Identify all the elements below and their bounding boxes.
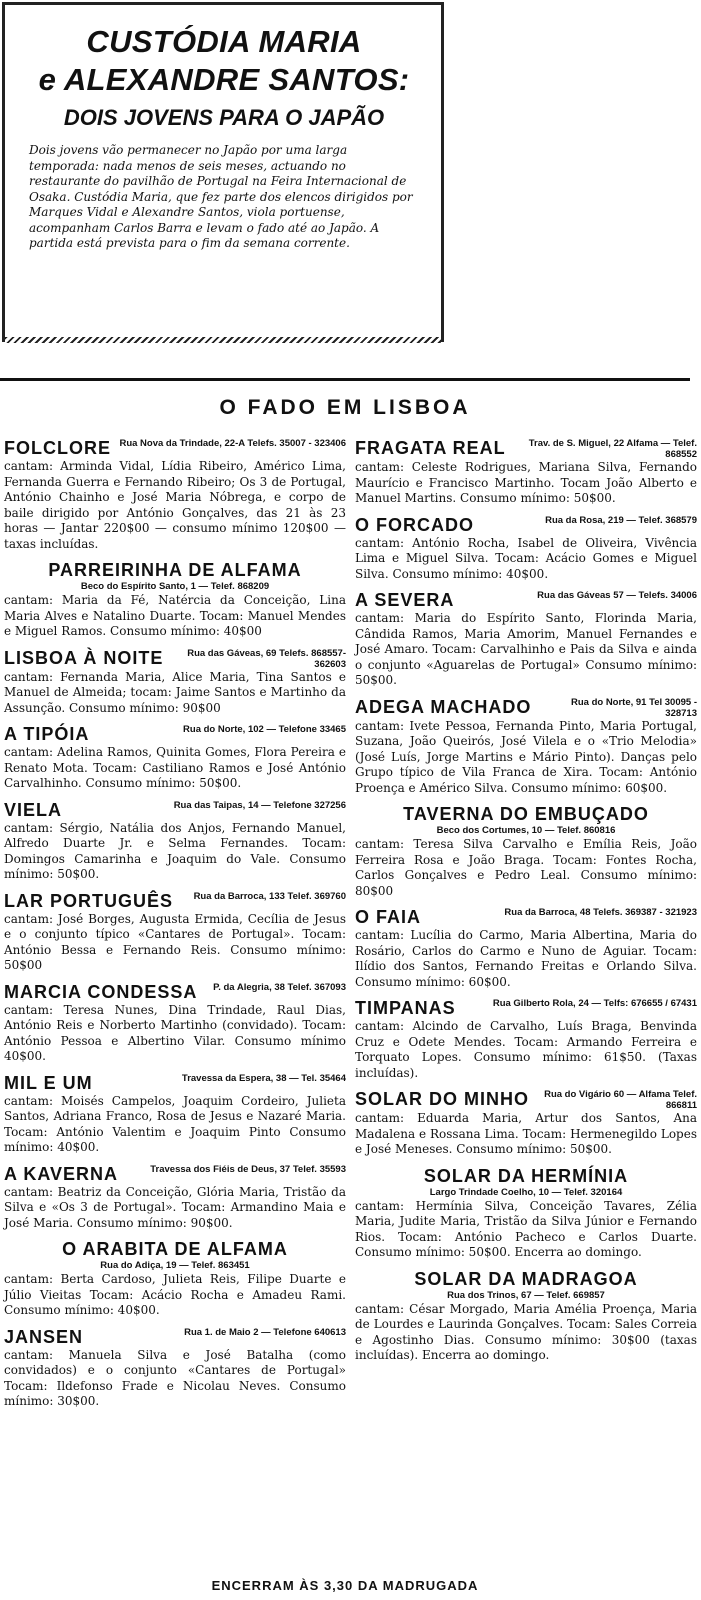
venue-name: LISBOA À NOITE <box>4 647 164 668</box>
venue-address: Rua do Norte, 102 — Telefone 33465 <box>183 724 346 735</box>
venue-details: cantam: Lucília do Carmo, Maria Albertina, Maria do Rosário, Carlos do Carmo e Nuno de Aguiar. Tocam: Ilídio dos Santos, Fernando Freitas e Orlando Silva. Consumo mínimo: 60$00. <box>355 928 697 989</box>
venue-address: Rua do Vigário 60 — Alfama Telef. 866811 <box>544 1089 697 1111</box>
section-rule <box>0 378 690 381</box>
venue-details: cantam: Maria do Espírito Santo, Florinda Maria, Cândida Ramos, Maria Amorim, Manuel Fernandes e José Amaro. Tocam: Carvalhinho e Pais da Silva e ainda o conjunto «Aguarelas de Portugal» Consumo mínimo: 50$00. <box>355 611 697 687</box>
venue-entry <box>4 1164 346 1232</box>
venue-name: FRAGATA REAL <box>355 438 506 458</box>
feature-title-line1: CUSTÓDIA MARIA <box>86 24 362 59</box>
venue-details: cantam: Manuela Silva e José Batalha (como convidados) e o conjunto «Cantares de Portugal» Tocam: Ildefonso Frade e Nicolau Neves. Consumo mínimo: 30$00. <box>4 1347 346 1408</box>
venue-details: cantam: Teresa Silva Carvalho e Emília Reis, João Ferreira Rosa e João Braga. Tocam: Fontes Rocha, Carlos Gonçalves e Pedro Leal. Consumo mínimo: 80$00 <box>355 837 697 898</box>
venue-address: Beco dos Cortumes, 10 — Telef. 860816 <box>436 825 616 836</box>
venue-details: cantam: Moisés Campelos, Joaquim Cordeiro, Julieta Santos, Adriana Franco, Rosa de Jesus e Nazaré Maria. Tocam: António Valentim e Joaquim Pinto Consumo mínimo: 40$00. <box>4 1093 346 1154</box>
zigzag-border <box>5 337 441 343</box>
venue-entry <box>4 1239 346 1319</box>
venue-details: cantam: Alcindo de Carvalho, Luís Braga, Benvinda Cruz e Odete Mendes. Tocam: Armando Ferreira e Torquato Lopes. Consumo mínimo: 61$50. (Taxas incluídas). <box>355 1019 697 1080</box>
venue-entry <box>4 438 346 552</box>
venue-details: cantam: José Borges, Augusta Ermida, Cecília de Jesus e o conjunto típico «Cantares de Portugal». Tocam: António Bessa e Fernando Reis. Consumo mínimo: 50$00 <box>4 911 346 972</box>
venue-entry <box>4 724 346 792</box>
venue-name: PARREIRINHA DE ALFAMA <box>48 560 302 580</box>
left-column <box>4 438 346 1418</box>
venue-details: cantam: António Rocha, Isabel de Oliveira, Vivência Lima e Miguel Silva. Tocam: Acácio Gomes e Miguel Silva. Consumo mínimo: 40$00. <box>355 535 697 581</box>
venue-address: Beco do Espírito Santo, 1 — Telef. 868209 <box>80 581 270 592</box>
venue-name: TIMPANAS <box>355 998 456 1018</box>
venue-name: SOLAR DA MADRAGOA <box>414 1268 638 1289</box>
venue-address: Rua Nova da Trindade, 22-A Telefs. 35007 - 323406 <box>119 438 346 449</box>
venue-name: JANSEN <box>4 1326 84 1347</box>
feature-box <box>2 2 444 342</box>
venue-name: A TIPÓIA <box>4 724 90 744</box>
venue-details: cantam: Fernanda Maria, Alice Maria, Tina Santos e Manuel de Almeida; tocam: Jaime Santos e Martinho da Assunção. Consumo mínimo: 90$00 <box>4 669 346 715</box>
feature-subtitle: DOIS JOVENS PARA O JAPÃO <box>63 105 385 130</box>
venue-address: Travessa dos Fiéis de Deus, 37 Telef. 35593 <box>150 1163 346 1175</box>
feature-text: Dois jovens vão permanecer no Japão por uma larga temporada: nada menos de seis meses, actuando no restaurante do pavilhão de Portugal na Feira Internacional de Osaka. Custódia Maria, que fez parte dos elencos dirigidos por Marques Vidal e Alexandre Santos, viola portuense, acompanham Carlos Barra e levam o fado até ao Japão. A partida está prevista para o fim da semana corrente. <box>29 143 413 250</box>
venue-details: cantam: Teresa Nunes, Dina Trindade, Raul Dias, António Reis e Norberto Martinho (convidado). Tocam: António Pessoa e Albertino Vilar. Consumo mínimo 40$00. <box>4 1002 346 1063</box>
venue-name: LAR PORTUGUÊS <box>4 890 174 911</box>
venue-details: cantam: Ivete Pessoa, Fernanda Pinto, Maria Portugal, Suzana, João Queirós, José Vilela e o «Trio Melodia» (José Luís, Jorge Martins e Mário Pinto). Danças pelo Grupo típico de Vila Franca de Xira. Tocam: António Proença e Américo Silva. Consumo mínimo: 60$00. <box>355 718 697 795</box>
venue-address: Rua das Gáveas 57 — Telefs. 34006 <box>537 590 697 601</box>
venue-name: FOLCLORE <box>4 438 111 458</box>
section-title: O FADO EM LISBOA <box>219 396 471 419</box>
venue-name: SOLAR DA HERMÍNIA <box>423 1165 629 1186</box>
venue-address: Rua do Norte, 91 Tel 30095 - 328713 <box>570 696 697 719</box>
venue-name: MIL E UM <box>4 1072 93 1093</box>
venue-entry <box>4 800 346 883</box>
venue-details: cantam: Sérgio, Natália dos Anjos, Fernando Manuel, Alfredo Duarte Jr. e Selma Fernandes. Tocam: Domingos Camarinha e Joaquim do Vale. Consumo mínimo: 50$00. <box>4 820 346 881</box>
venue-entry <box>4 1327 346 1410</box>
venue-details: cantam: Eduarda Maria, Artur dos Santos, Ana Madalena e Rossana Lima. Tocam: Hermenegildo Lopes e José Meneses. Consumo mínimo: 50$00. <box>355 1111 697 1156</box>
venue-address: Rua da Barroca, 48 Telefs. 369387 - 321923 <box>504 907 697 918</box>
venue-entry <box>355 907 697 990</box>
venue-details: cantam: Beatriz da Conceição, Glória Maria, Tristão da Silva e «Os 3 de Portugal». Tocam: Armandino Maia e José Maria. Consumo mínimo: 90$00. <box>4 1184 346 1230</box>
feature-title-line2: e ALEXANDRE SANTOS: <box>38 62 410 97</box>
venue-entry <box>355 515 697 583</box>
venue-address: Rua dos Trinos, 67 — Telef. 669857 <box>447 1289 605 1301</box>
venue-details: cantam: Maria da Fé, Natércia da Conceição, Lina Maria Alves e Natalino Duarte. Tocam: Manuel Mendes e Miguel Ramos. Consumo mínimo: 40$00 <box>4 593 346 638</box>
venue-entry <box>355 998 697 1081</box>
venue-entry <box>4 1073 346 1156</box>
venue-details: cantam: Berta Cardoso, Julieta Reis, Filipe Duarte e Júlio Vieitas Tocam: Acácio Rocha e Amadeu Rami. Consumo mínimo: 40$00. <box>4 1272 346 1317</box>
venue-name: ADEGA MACHADO <box>355 696 532 717</box>
venue-details: cantam: Hermínia Silva, Conceição Tavares, Zélia Maria, Judite Maria, Tristão da Silva Júnior e Fernando Rios. Tocam: António Pacheco e Carlos Duarte. Consumo mínimo: 50$00. Encerra ao domingo. <box>355 1198 697 1259</box>
venue-name: A KAVERNA <box>4 1163 119 1184</box>
venue-entry <box>355 697 697 797</box>
venue-address: Rua Gilberto Rola, 24 — Telfs: 676655 / 67431 <box>492 998 697 1009</box>
venue-address: Rua 1. de Maio 2 — Telefone 640613 <box>184 1326 346 1338</box>
venue-address: Trav. de S. Miguel, 22 Alfama — Telef. 868552 <box>528 438 697 460</box>
venue-entry <box>355 1166 697 1261</box>
venue-name: SOLAR DO MINHO <box>355 1089 529 1109</box>
venue-address: Largo Trindade Coelho, 10 — Telef. 320164 <box>429 1186 623 1198</box>
venue-address: Rua do Adiça, 19 — Telef. 863451 <box>100 1260 250 1271</box>
venue-entry <box>355 1089 697 1158</box>
venue-address: Rua da Rosa, 219 — Telef. 368579 <box>545 514 697 526</box>
venue-name: O FORCADO <box>355 514 474 535</box>
venue-entry <box>4 560 346 640</box>
venue-entry <box>4 891 346 974</box>
venue-name: O FAIA <box>355 907 422 927</box>
venue-details: cantam: Celeste Rodrigues, Mariana Silva, Fernando Maurício e Francisco Martinho. Tocam João Alberto e Manuel Martins. Consumo mínimo: 50$00. <box>355 460 697 505</box>
venue-entry <box>355 438 697 507</box>
venue-details: cantam: César Morgado, Maria Amélia Proença, Maria de Lourdes e Laurinda Gonçalves. Tocam: Sales Correia e Agostinho Dias. Consumo mínimo: 30$00 (taxas incluídas). Encerra ao domingo. <box>355 1301 697 1362</box>
venue-name: TAVERNA DO EMBUÇADO <box>403 804 649 824</box>
venue-address: Rua da Barroca, 133 Telef. 369760 <box>193 890 346 902</box>
venue-name: VIELA <box>4 799 63 820</box>
closing-note: ENCERRAM ÀS 3,30 DA MADRUGADA <box>211 1578 479 1593</box>
venue-address: Travessa da Espera, 38 — Tel. 35464 <box>181 1072 346 1084</box>
venue-details: cantam: Adelina Ramos, Quinita Gomes, Flora Pereira e Renato Mota. Tocam: Castiliano Ramos e José António Carvalhinho. Consumo mínimo: 50$00. <box>4 745 346 790</box>
venue-entry <box>4 982 346 1065</box>
right-column <box>355 438 697 1372</box>
venue-name: MARCIA CONDESSA <box>4 981 198 1002</box>
venue-address: Rua das Taipas, 14 — Telefone 327256 <box>173 799 346 811</box>
venue-entry <box>355 590 697 689</box>
venue-name: O ARABITA DE ALFAMA <box>62 1239 288 1259</box>
venue-name: A SEVERA <box>355 590 455 610</box>
venue-address: Rua das Gáveas, 69 Telefs. 868557-362603 <box>187 647 346 670</box>
venue-entry <box>355 804 697 899</box>
venue-entry <box>355 1269 697 1364</box>
venue-address: P. da Alegria, 38 Telef. 367093 <box>213 981 346 993</box>
venue-entry <box>4 648 346 717</box>
venue-details: cantam: Arminda Vidal, Lídia Ribeiro, Américo Lima, Fernanda Guerra e Fernando Ribeiro; Os 3 de Portugal, António Chainho e José Maria Nóbrega, e corpo de baile dirigido por António Gonçalves, das 21 às 23 horas — Jantar 220$00 — consumo mínimo 120$00 — taxas incluídas. <box>4 459 346 551</box>
